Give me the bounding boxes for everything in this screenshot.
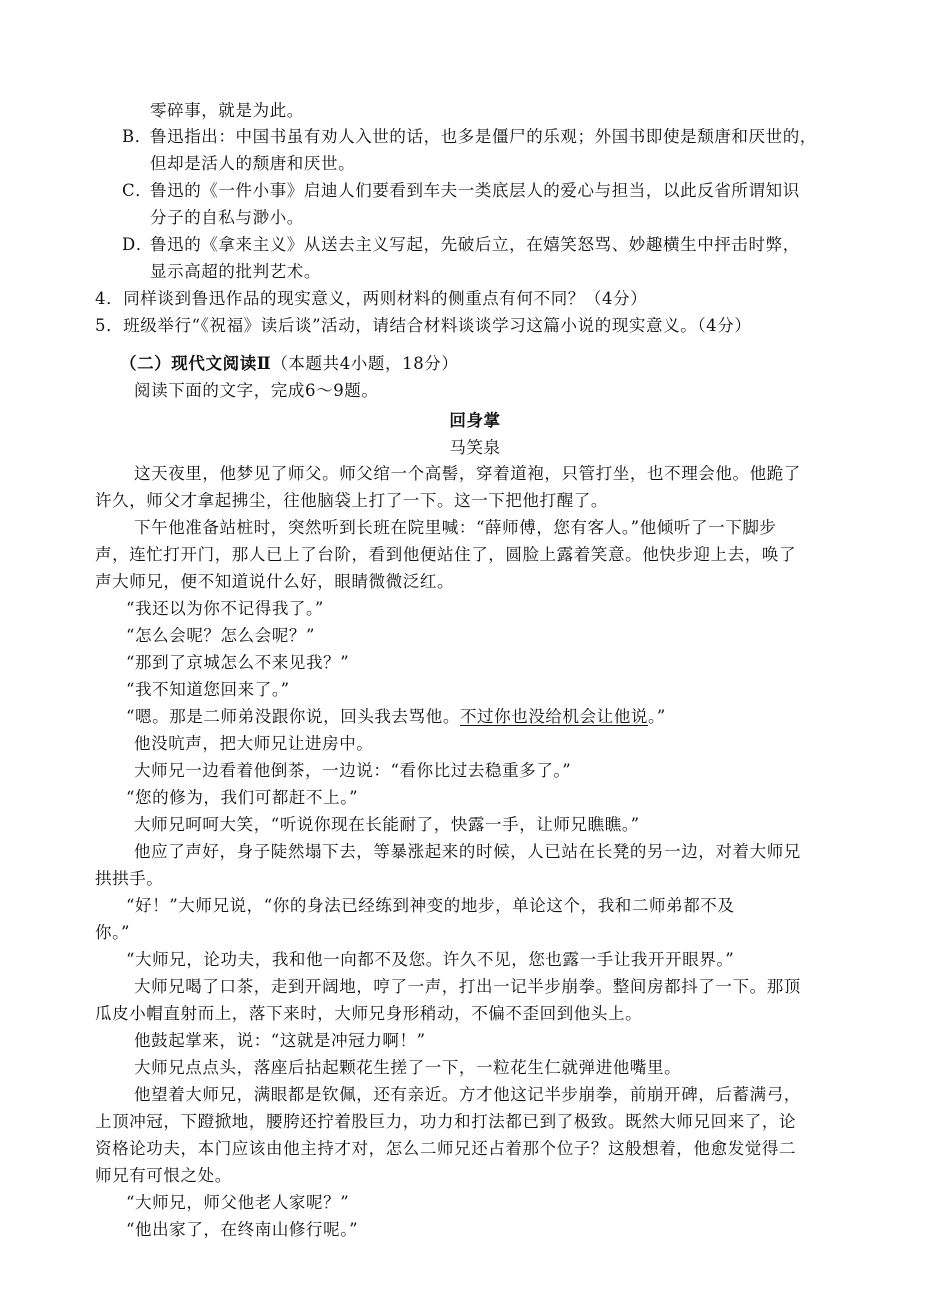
section-instruction: 阅读下面的文字，完成6～9题。 — [134, 381, 379, 400]
story-line: 大师兄喝了口茶，走到开阔地，哼了一声，打出一记半步崩拳。整间房都抖了一下。那顶 — [134, 977, 801, 996]
story-line: “那到了京城怎么不来见我？” — [126, 653, 350, 672]
story-line: “大师兄，论功夫，我和他一向都不及您。许久不见，您也露一手让我开开眼界。” — [126, 950, 735, 969]
story-line: “我不知道您回来了。” — [126, 680, 290, 699]
underlined-sentence: 不过你也没给机会让他说 — [459, 707, 649, 726]
section-heading — [120, 352, 459, 376]
option-b-line2: 但却是活人的颓唐和厌世。 — [150, 154, 356, 173]
section-heading-bold: （二）现代文阅读Ⅱ — [120, 354, 272, 373]
option-a-tail: 零碎事，就是为此。 — [150, 101, 304, 120]
story-line: “您的修为，我们可都赶不上。” — [126, 788, 359, 807]
story-line-part: “嗯。那是二师弟没跟你说，回头我去骂他。 — [126, 707, 460, 726]
story-line: 他鼓起掌来，说：“这就是冲冠力啊！” — [134, 1031, 426, 1050]
story-line: 上顶冲冠，下蹬掀地，腰胯还拧着股巨力，功力和打法都已到了极致。既然大师兄回来了，论 — [95, 1112, 797, 1131]
question-5: 5．班级举行“《祝福》读后谈”活动，请结合材料谈谈学习这篇小说的现实意义。（4分） — [95, 316, 752, 335]
story-line: 他没吭声，把大师兄让进房中。 — [134, 734, 374, 753]
story-line: 你。” — [95, 923, 130, 942]
story-line: 他望着大师兄，满眼都是钦佩，还有亲近。方才他这记半步崩拳，前崩开碑，后蓄满弓， — [134, 1085, 801, 1104]
story-line: 大师兄点点头，落座后拈起颗花生搓了一下，一粒花生仁就弹进他嘴里。 — [134, 1058, 682, 1077]
option-c-line1: 鲁迅的《一件小事》启迪人们要看到车夫一类底层人的爱心与担当，以此反省所谓知识 — [150, 181, 800, 200]
story-line: “大师兄，师父他老人家呢？” — [126, 1193, 350, 1212]
story-title: 回身掌 — [449, 411, 501, 430]
option-d-label: D． — [122, 235, 153, 254]
section-heading-rest: （本题共4小题，18分） — [271, 354, 459, 373]
story-line: 这天夜里，他梦见了师父。师父绾一个高髻，穿着道袍，只管打坐，也不理会他。他跪了 — [134, 464, 801, 483]
story-line: 声，连忙打开门，那人已上了台阶，看到他便站住了，圆脸上露着笑意。他快步迎上去，唤了 — [95, 545, 797, 564]
story-line: 许久，师父才拿起拂尘，往他脑袋上打了一下。这一下把他打醒了。 — [95, 491, 608, 510]
story-line: “他出家了，在终南山修行呢。” — [126, 1220, 359, 1239]
story-line: 资格论功夫，本门应该由他主持才对，怎么二师兄还占着那个位子？这般想着，他愈发觉得二 — [95, 1139, 797, 1158]
story-line: 拱拱手。 — [95, 869, 164, 888]
story-line: “我还以为你不记得我了。” — [126, 599, 324, 618]
option-d-line1: 鲁迅的《拿来主义》从送去主义写起，先破后立，在嬉笑怒骂、妙趣横生中抨击时弊， — [150, 235, 800, 254]
question-4: 4．同样谈到鲁迅作品的现实意义，两则材料的侧重点有何不同？（4分） — [95, 289, 648, 308]
story-line-part: 。” — [648, 707, 666, 726]
story-line: “好！”大师兄说，“你的身法已经练到神变的地步，单论这个，我和二师弟都不及 — [126, 896, 735, 915]
story-author: 马笑泉 — [449, 438, 501, 457]
story-line: 大师兄一边看着他倒茶，一边说：“看你比过去稳重多了。” — [134, 761, 572, 780]
option-c-label: C． — [122, 181, 153, 200]
story-line: 下午他准备站桩时，突然听到长班在院里喊：“薛师傅，您有客人。”他倾听了一下脚步 — [134, 518, 777, 537]
story-line: 师兄有可恨之处。 — [95, 1166, 232, 1185]
story-line — [126, 705, 666, 729]
option-b-label: B． — [122, 127, 152, 146]
option-b-line1: 鲁迅指出：中国书虽有劝人入世的话，也多是僵尸的乐观；外国书即使是颓唐和厌世的， — [150, 127, 817, 146]
story-line: “怎么会呢？怎么会呢？” — [126, 626, 316, 645]
story-line: 大师兄呵呵大笑，“听说你现在长能耐了，快露一手，让师兄瞧瞧。” — [134, 815, 640, 834]
option-d-line2: 显示高超的批判艺术。 — [150, 262, 321, 281]
story-line: 瓜皮小帽直射而上，落下来时，大师兄身形稍动，不偏不歪回到他头上。 — [95, 1004, 643, 1023]
option-c-line2: 分子的自私与渺小。 — [150, 208, 304, 227]
story-line: 声大师兄，便不知道说什么好，眼睛微微泛红。 — [95, 572, 455, 591]
story-line: 他应了声好，身子陡然塌下去，等暴涨起来的时候，人已站在长凳的另一边，对着大师兄 — [134, 842, 801, 861]
